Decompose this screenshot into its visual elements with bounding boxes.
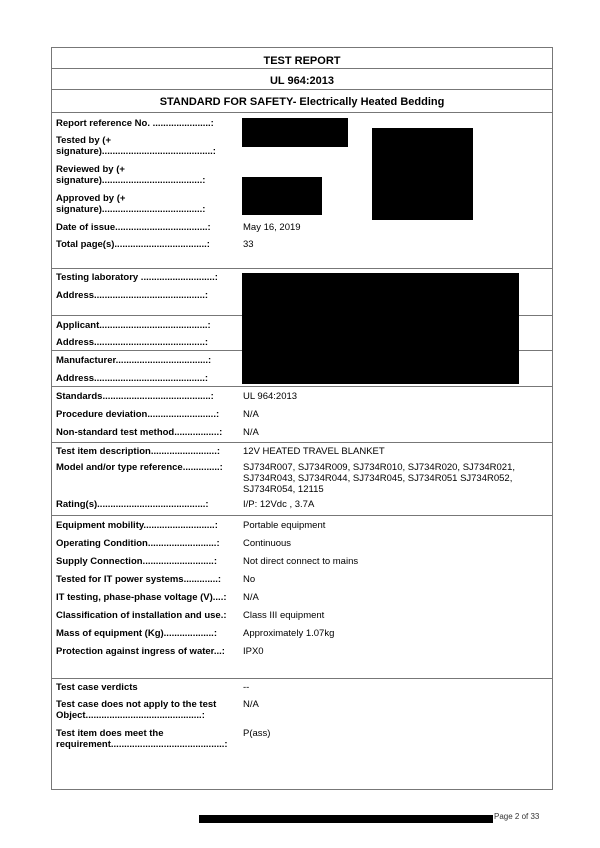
field-label: Tested for IT power systems.............: [56,574,222,585]
field-label: Protection against ingress of water...: [56,646,225,657]
field-label: Supply Connection...........................: [56,556,217,567]
field-label: Operating Condition..........................: [56,538,220,549]
field-value: N/A [243,409,259,420]
field-label: Procedure deviation..........................: [56,409,220,420]
field-value: No [243,574,256,585]
field-label: Manufacturer...................................: [56,355,212,366]
divider [52,515,552,516]
field-value: IPX0 [243,646,264,657]
field-value: Not direct connect to mains [243,556,359,567]
field-value: N/A [243,427,259,438]
field-label: Report reference No. ......................: [56,118,214,129]
field-value: Portable equipment [243,520,326,531]
divider [52,386,552,387]
divider [52,268,552,269]
field-value: -- [243,682,250,693]
field-label: Test item description.........................: [56,446,220,457]
field-label: Standards.........................................: [56,391,214,402]
field-label: Rating(s).........................................: [56,499,209,510]
field-label: Classification of installation and use.: [56,610,227,621]
field-label: Non-standard test method.................: [56,427,223,438]
report-standard: UL 964:2013 [269,75,334,87]
field-label: Test item does meet the requirement...........................................: [56,728,228,750]
signature-redaction [372,128,473,220]
field-label: Address..........................................: [56,373,209,384]
field-label: Equipment mobility...........................: [56,520,218,531]
redaction-block [242,118,348,147]
field-label: Approved by (+ signature)......................................: [56,193,206,215]
redaction-block [242,273,519,384]
field-value: 33 [243,239,254,250]
divider [52,89,552,90]
divider [52,112,552,113]
field-value: 12V HEATED TRAVEL BLANKET [243,446,385,457]
field-label: Test case does not apply to the test Object............................................: [56,699,217,721]
field-label: Reviewed by (+ signature)......................................: [56,164,206,186]
field-value: P(ass) [243,728,271,739]
field-value: N/A [243,592,259,603]
field-label: Applicant.........................................: [56,320,211,331]
field-label: Address..........................................: [56,337,209,348]
divider [52,678,552,679]
field-label: Address..........................................: [56,290,209,301]
field-label: Total page(s)...................................: [56,239,210,250]
report-frame [51,47,553,790]
field-value: Class III equipment [243,610,325,621]
field-value: Continuous [243,538,292,549]
divider [52,442,552,443]
report-subtitle: STANDARD FOR SAFETY- Electrically Heated Bedding [159,96,445,108]
field-value: SJ734R007, SJ734R009, SJ734R010, SJ734R020, SJ734R021, SJ734R043, SJ734R044, SJ734R045, SJ734R051 SJ734R052, SJ734R054, 12115 [243,462,515,495]
field-label: Model and/or type reference..............: [56,462,223,473]
page-number: Page 2 of 33 [494,812,540,821]
field-value: Approximately 1.07kg [243,628,335,639]
field-value: May 16, 2019 [243,222,301,233]
field-value: UL 964:2013 [243,391,298,402]
field-label: Testing laboratory ............................: [56,272,218,283]
field-label: Tested by (+ signature)..........................................: [56,135,216,157]
field-label: Test case verdicts [56,682,138,693]
field-label: Mass of equipment (Kg)...................: [56,628,217,639]
field-value: I/P: 12Vdc , 3.7A [243,499,315,510]
divider [52,68,552,69]
footer-redaction [199,815,493,823]
report-title: TEST REPORT [263,55,341,67]
field-value: N/A [243,699,259,710]
field-label: Date of issue...................................: [56,222,211,233]
redaction-block [242,177,322,215]
field-label: IT testing, phase-phase voltage (V)....: [56,592,227,603]
